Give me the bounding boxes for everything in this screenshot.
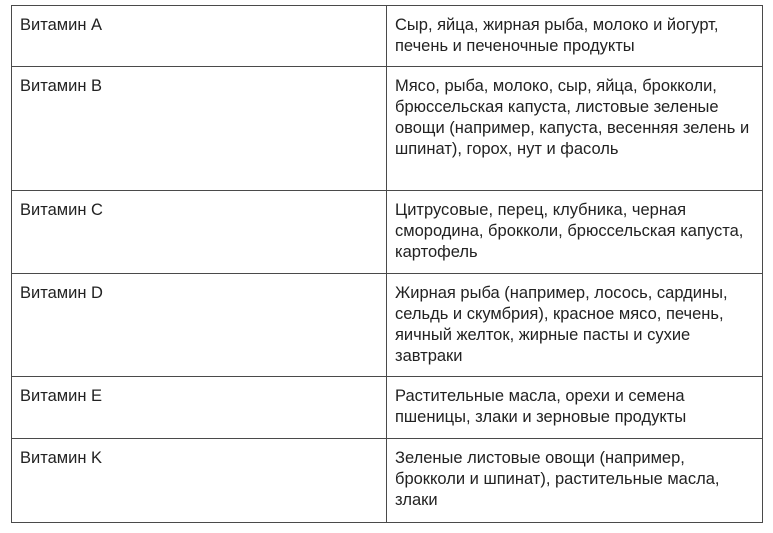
vitamin-name-cell: Витамин E [12,377,387,439]
table-row [12,439,763,523]
food-sources-cell: Зеленые листовые овощи (например, брокколи и шпинат), растительные масла, злаки [387,439,763,523]
table-row [12,67,763,191]
table-row [12,377,763,439]
vitamin-name-cell: Витамин K [12,439,387,523]
vitamin-name-cell: Витамин A [12,6,387,67]
table-row [12,274,763,377]
vitamin-name-cell: Витамин D [12,274,387,377]
food-sources-cell: Растительные масла, орехи и семена пшеницы, злаки и зерновые продукты [387,377,763,439]
food-sources-cell: Сыр, яйца, жирная рыба, молоко и йогурт, печень и печеночные продукты [387,6,763,67]
table-row [12,6,763,67]
vitamin-name-cell: Витамин C [12,191,387,274]
vitamin-name-cell: Витамин B [12,67,387,191]
table-row [12,191,763,274]
vitamin-sources-table [11,5,763,523]
food-sources-cell: Жирная рыба (например, лосось, сардины, сельдь и скумбрия), красное мясо, печень, яичный желток, жирные пасты и сухие завтраки [387,274,763,377]
food-sources-cell: Мясо, рыба, молоко, сыр, яйца, брокколи, брюссельская капуста, листовые зеленые овощи (например, капуста, весенняя зелень и шпинат), горох, нут и фасоль [387,67,763,191]
food-sources-cell: Цитрусовые, перец, клубника, черная смородина, брокколи, брюссельская капуста, картофель [387,191,763,274]
